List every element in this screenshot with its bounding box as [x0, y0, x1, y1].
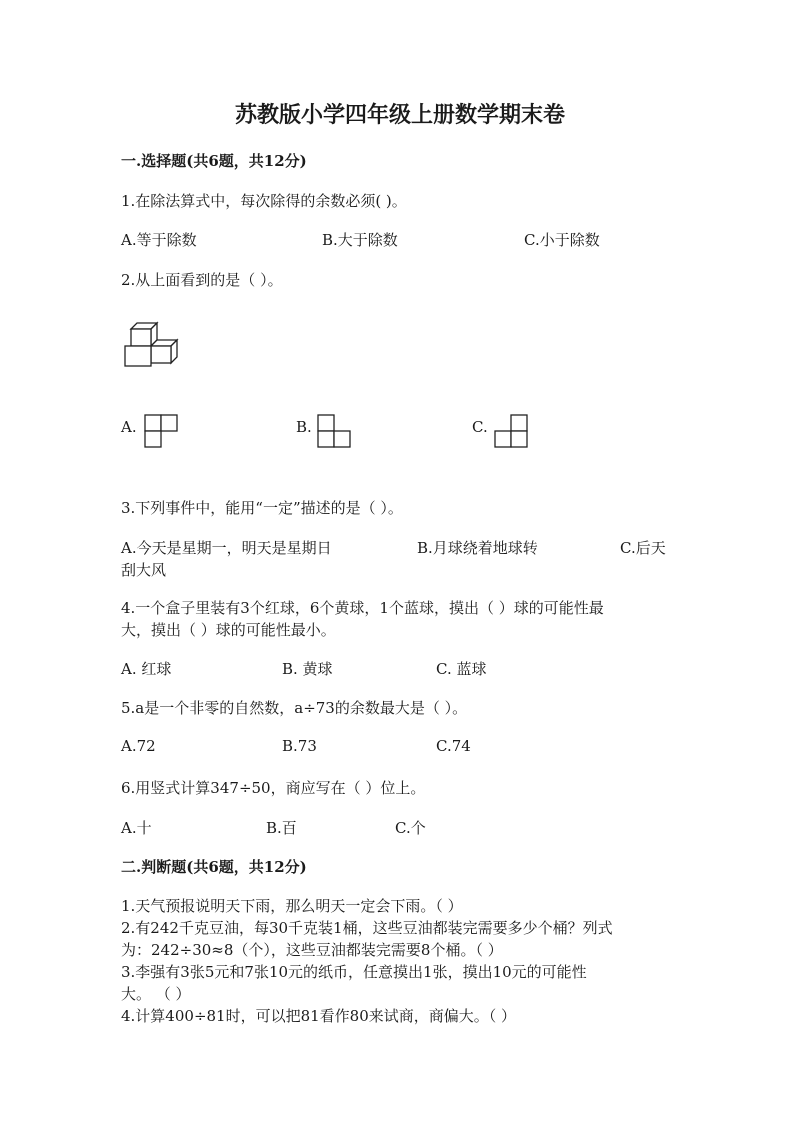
q5-option-c: C.74: [436, 737, 471, 755]
q4-option-b: B. 黄球: [282, 660, 333, 678]
q2-option-c-figure: [495, 415, 527, 447]
section-heading-choice: 一.选择题(共6题，共12分): [121, 152, 307, 170]
q2-option-b-figure: [318, 415, 350, 447]
q3-option-c-continuation: 刮大风: [121, 561, 167, 579]
q6-option-a: A.十: [121, 819, 152, 837]
question-1: 1.在除法算式中，每次除得的余数必须( )。: [121, 192, 407, 210]
q1-option-b: B.大于除数: [322, 231, 398, 249]
judgement-4: 4.计算400÷81时，可以把81看作80来试商，商偏大。（ ）: [121, 1007, 517, 1025]
judgement-3-line-1: 3.李强有3张5元和7张10元的纸币，任意摸出1张，摸出10元的可能性: [121, 963, 587, 981]
q2-option-b-label: B.: [296, 418, 312, 436]
q3-option-b: B.月球绕着地球转: [417, 539, 538, 557]
q4-option-c: C. 蓝球: [436, 660, 487, 678]
q1-option-c: C.小于除数: [524, 231, 600, 249]
q6-option-b: B.百: [266, 819, 297, 837]
q6-option-c: C.个: [395, 819, 426, 837]
q1-option-a: A.等于除数: [121, 231, 197, 249]
section-heading-judgement: 二.判断题(共6题，共12分): [121, 858, 307, 876]
page-title: 苏教版小学四年级上册数学期末卷: [234, 102, 565, 128]
q5-option-a: A.72: [121, 737, 156, 755]
q4-option-a: A. 红球: [121, 660, 172, 678]
cube-stack-figure: [121, 322, 181, 370]
q5-option-b: B.73: [282, 737, 317, 755]
question-4-line-1: 4.一个盒子里装有3个红球，6个黄球，1个蓝球，摸出（ ）球的可能性最: [121, 599, 604, 617]
judgement-2-line-1: 2.有242千克豆油，每30千克装1桶，这些豆油都装完需要多少个桶？列式: [121, 919, 613, 937]
question-6: 6.用竖式计算347÷50，商应写在（ ）位上。: [121, 779, 426, 797]
judgement-1: 1.天气预报说明天下雨，那么明天一定会下雨。（ ）: [121, 897, 463, 915]
q2-option-c-label: C.: [472, 418, 488, 436]
question-5: 5.a是一个非零的自然数，a÷73的余数最大是（ ）。: [121, 699, 468, 717]
q3-option-a: A.今天是星期一，明天是星期日: [121, 539, 332, 557]
q2-option-a-label: A.: [121, 418, 137, 436]
judgement-2-line-2: 为：242÷30≈8（个），这些豆油都装完需要8个桶。（ ）: [121, 941, 503, 959]
question-4-line-2: 大，摸出（ ）球的可能性最小。: [121, 621, 336, 639]
q2-option-a-figure: [145, 415, 177, 447]
question-2: 2.从上面看到的是（ ）。: [121, 271, 283, 289]
judgement-3-line-2: 大。 （ ）: [121, 985, 191, 1003]
q3-option-c: C.后天: [620, 539, 666, 557]
question-3: 3.下列事件中，能用“一定”描述的是（ ）。: [121, 499, 403, 517]
